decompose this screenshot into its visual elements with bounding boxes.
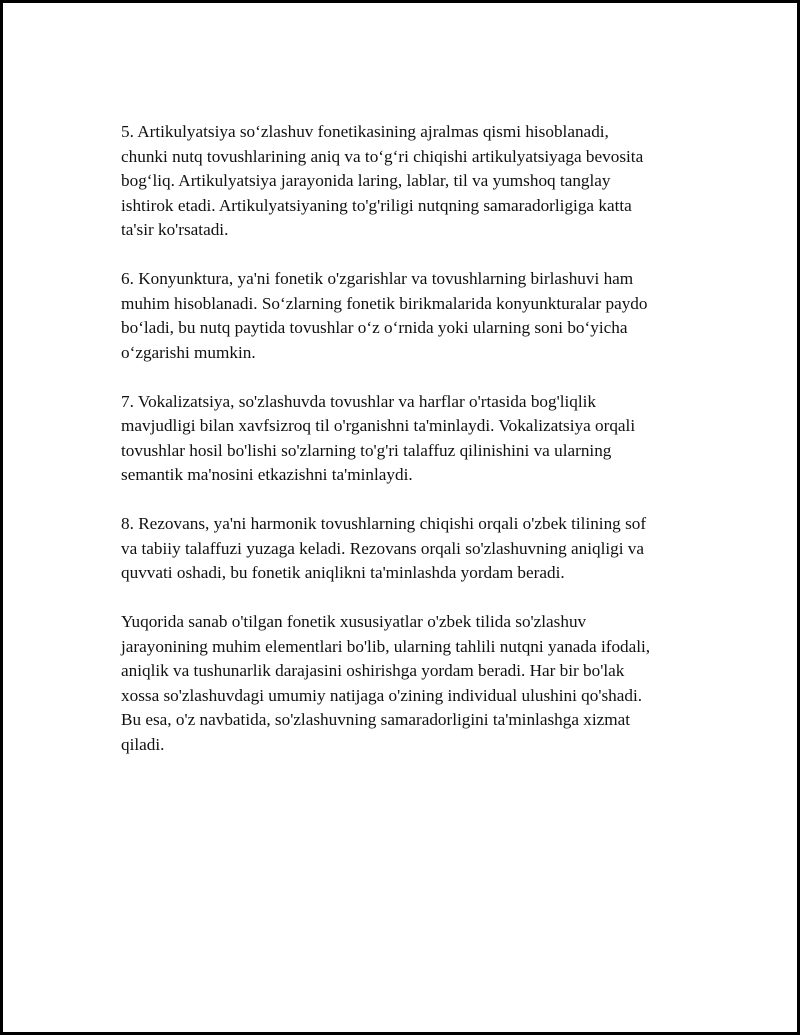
text-line: jarayonining muhim elementlari bo'lib, ularning tahlili nutqni yanada ifodali, bbox=[121, 636, 651, 656]
text-line: xossa so'zlashuvdagi umumiy natijaga o'zining individual ulushini qo'shadi. bbox=[121, 685, 643, 705]
text-line: bo‘ladi, bu nutq paytida tovushlar o‘z o‘rnida yoki ularning soni bo‘yicha bbox=[121, 318, 628, 337]
paragraph-resonance bbox=[121, 512, 701, 586]
paragraph-conclusion bbox=[121, 610, 701, 757]
text-line: ishtirok etadi. Artikulyatsiyaning to'g'riligi nutqning samaradorligiga katta bbox=[121, 195, 632, 215]
paragraph-conjuncture bbox=[121, 267, 701, 365]
text-line: 7. Vokalizatsiya, so'zlashuvda tovushlar va harflar o'rtasida bog'liqlik bbox=[121, 391, 596, 411]
text-line: ta'sir ko'rsatadi. bbox=[121, 220, 229, 239]
text-line: qiladi. bbox=[121, 734, 165, 754]
text-line: aniqlik va tushunarlik darajasini oshirishga yordam beradi. Har bir bo'lak bbox=[121, 661, 625, 680]
text-line: quvvati oshadi, bu fonetik aniqlikni ta'minlashda yordam beradi. bbox=[121, 563, 565, 582]
document-body bbox=[121, 120, 701, 782]
text-line: o‘zgarishi mumkin. bbox=[121, 342, 256, 362]
text-line: muhim hisoblanadi. So‘zlarning fonetik birikmalarida konyunkturalar paydo bbox=[121, 293, 648, 313]
text-line: 6. Konyunktura, ya'ni fonetik o'zgarishlar va tovushlarning birlashuvi ham bbox=[121, 269, 634, 288]
text-line: va tabiiy talaffuzi yuzaga keladi. Rezovans orqali so'zlashuvning aniqligi va bbox=[121, 538, 645, 558]
text-line: 5. Artikulyatsiya so‘zlashuv fonetikasining ajralmas qismi hisoblanadi, bbox=[121, 122, 609, 141]
text-line: tovushlar hosil bo'lishi so'zlarning to'g'ri talaffuz qilinishini va ularning bbox=[121, 440, 612, 460]
text-line: Bu esa, o'z navbatida, so'zlashuvning samaradorligini ta'minlashga xizmat bbox=[121, 710, 631, 729]
paragraph-articulation bbox=[121, 120, 701, 243]
text-line: bog‘liq. Artikulyatsiya jarayonida laring, lablar, til va yumshoq tanglay bbox=[121, 171, 611, 190]
text-line: Yuqorida sanab o'tilgan fonetik xususiyatlar o'zbek tilida so'zlashuv bbox=[121, 612, 587, 631]
text-line: mavjudligi bilan xavfsizroq til o'rganishni ta'minlaydi. Vokalizatsiya orqali bbox=[121, 416, 636, 435]
text-line: chunki nutq tovushlarining aniq va to‘g‘ri chiqishi artikulyatsiyaga bevosita bbox=[121, 146, 644, 166]
text-line: 8. Rezovans, ya'ni harmonik tovushlarning chiqishi orqali o'zbek tilining sof bbox=[121, 514, 647, 533]
paragraph-vocalization bbox=[121, 390, 701, 488]
text-line: semantik ma'nosini etkazishni ta'minlaydi. bbox=[121, 465, 413, 484]
